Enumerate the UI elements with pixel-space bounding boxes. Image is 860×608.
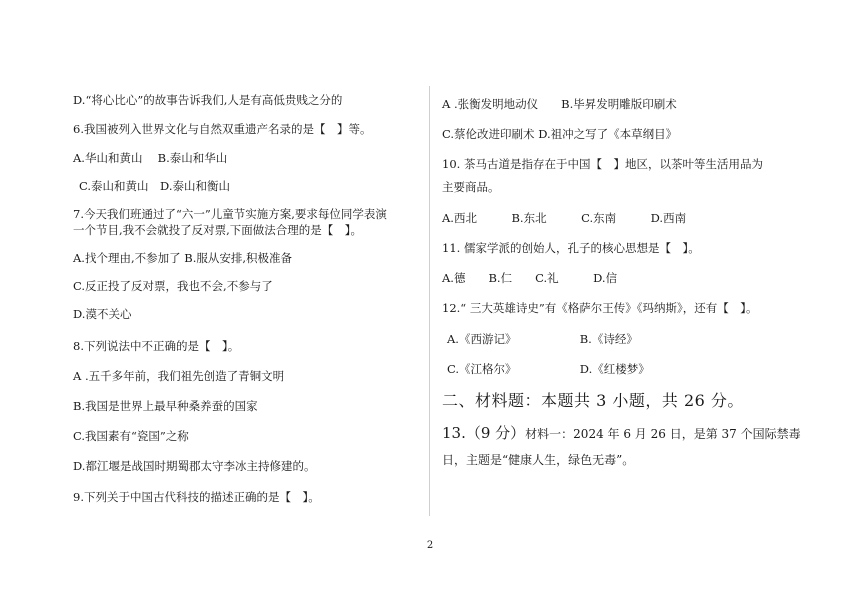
q8-stem: 8.下列说法中不正确的是【 】。 bbox=[73, 339, 240, 353]
q13-number: 13.（9 分） bbox=[442, 424, 526, 442]
section-heading-material: 二、材料题：本题共 3 小题，共 26 分。 bbox=[442, 391, 744, 410]
q8-option-d: D.都江堰是战国时期蜀郡太守李冰主持修建的。 bbox=[73, 459, 316, 473]
q11-stem: 11. 儒家学派的创始人，孔子的核心思想是【 】。 bbox=[442, 241, 700, 255]
q8-option-a: A .五千多年前，我们祖先创造了青铜文明 bbox=[73, 369, 285, 383]
q6-stem: 6.我国被列入世界文化与自然双重遗产名录的是【 】等。 bbox=[73, 122, 372, 136]
q10-stem-line1: 10. 茶马古道是指存在于中国【 】地区，以茶叶等生活用品为 bbox=[442, 157, 763, 171]
q11-options: A.德 B.仁 C.礼 D.信 bbox=[442, 271, 618, 285]
q10-options: A.西北 B.东北 C.东南 D.西南 bbox=[442, 211, 687, 225]
q7-option-d: D.漠不关心 bbox=[73, 307, 132, 321]
q7-options-ab: A.找个理由,不参加了 B.服从安排,积极准备 bbox=[73, 251, 293, 265]
q8-option-b: B.我国是世界上最早种桑养蚕的国家 bbox=[73, 399, 258, 413]
q10-stem-line2: 主要商品。 bbox=[442, 180, 500, 194]
q12-stem: 12.“ 三大英雄诗史”有《格萨尔王传》《玛纳斯》，还有【 】。 bbox=[442, 301, 758, 315]
q9-stem: 9.下列关于中国古代科技的描述正确的是【 】。 bbox=[73, 490, 320, 504]
q12-options-cd: C.《江格尔》 D.《红楼梦》 bbox=[447, 362, 650, 376]
q7-stem-line2: 一个节目,我不会就投了反对票,下面做法合理的是【 】。 bbox=[73, 223, 363, 237]
q13-line2: 日，主题是“健康人生，绿色无毒”。 bbox=[442, 453, 635, 467]
q8-option-c: C.我国素有“瓷国”之称 bbox=[73, 429, 189, 443]
q9-options-ab: A .张衡发明地动仪 B.毕昇发明雕版印刷术 bbox=[442, 97, 677, 111]
q7-option-c: C.反正投了反对票，我也不会,不参与了 bbox=[73, 279, 273, 293]
q12-options-ab: A.《西游记》 B.《诗经》 bbox=[447, 332, 638, 346]
q9-options-cd: C.蔡伦改进印刷术 D.祖冲之写了《本草纲目》 bbox=[442, 127, 678, 141]
page-number: 2 bbox=[426, 540, 434, 551]
q7-stem-line1: 7.今天我们班通过了“六一”儿童节实施方案,要求每位同学表演 bbox=[73, 207, 387, 221]
q13-line1 bbox=[442, 425, 801, 442]
q13-material-text: 材料一：2024 年 6 月 26 日，是第 37 个国际禁毒 bbox=[525, 427, 801, 441]
q6-options-cd: C.泰山和黄山 D.泰山和衡山 bbox=[79, 179, 231, 193]
column-divider bbox=[429, 86, 430, 516]
q6-options-ab: A.华山和黄山 B.泰山和华山 bbox=[73, 151, 228, 165]
q5-option-d: D.“将心比心”的故事告诉我们,人是有高低贵贱之分的 bbox=[73, 93, 343, 107]
